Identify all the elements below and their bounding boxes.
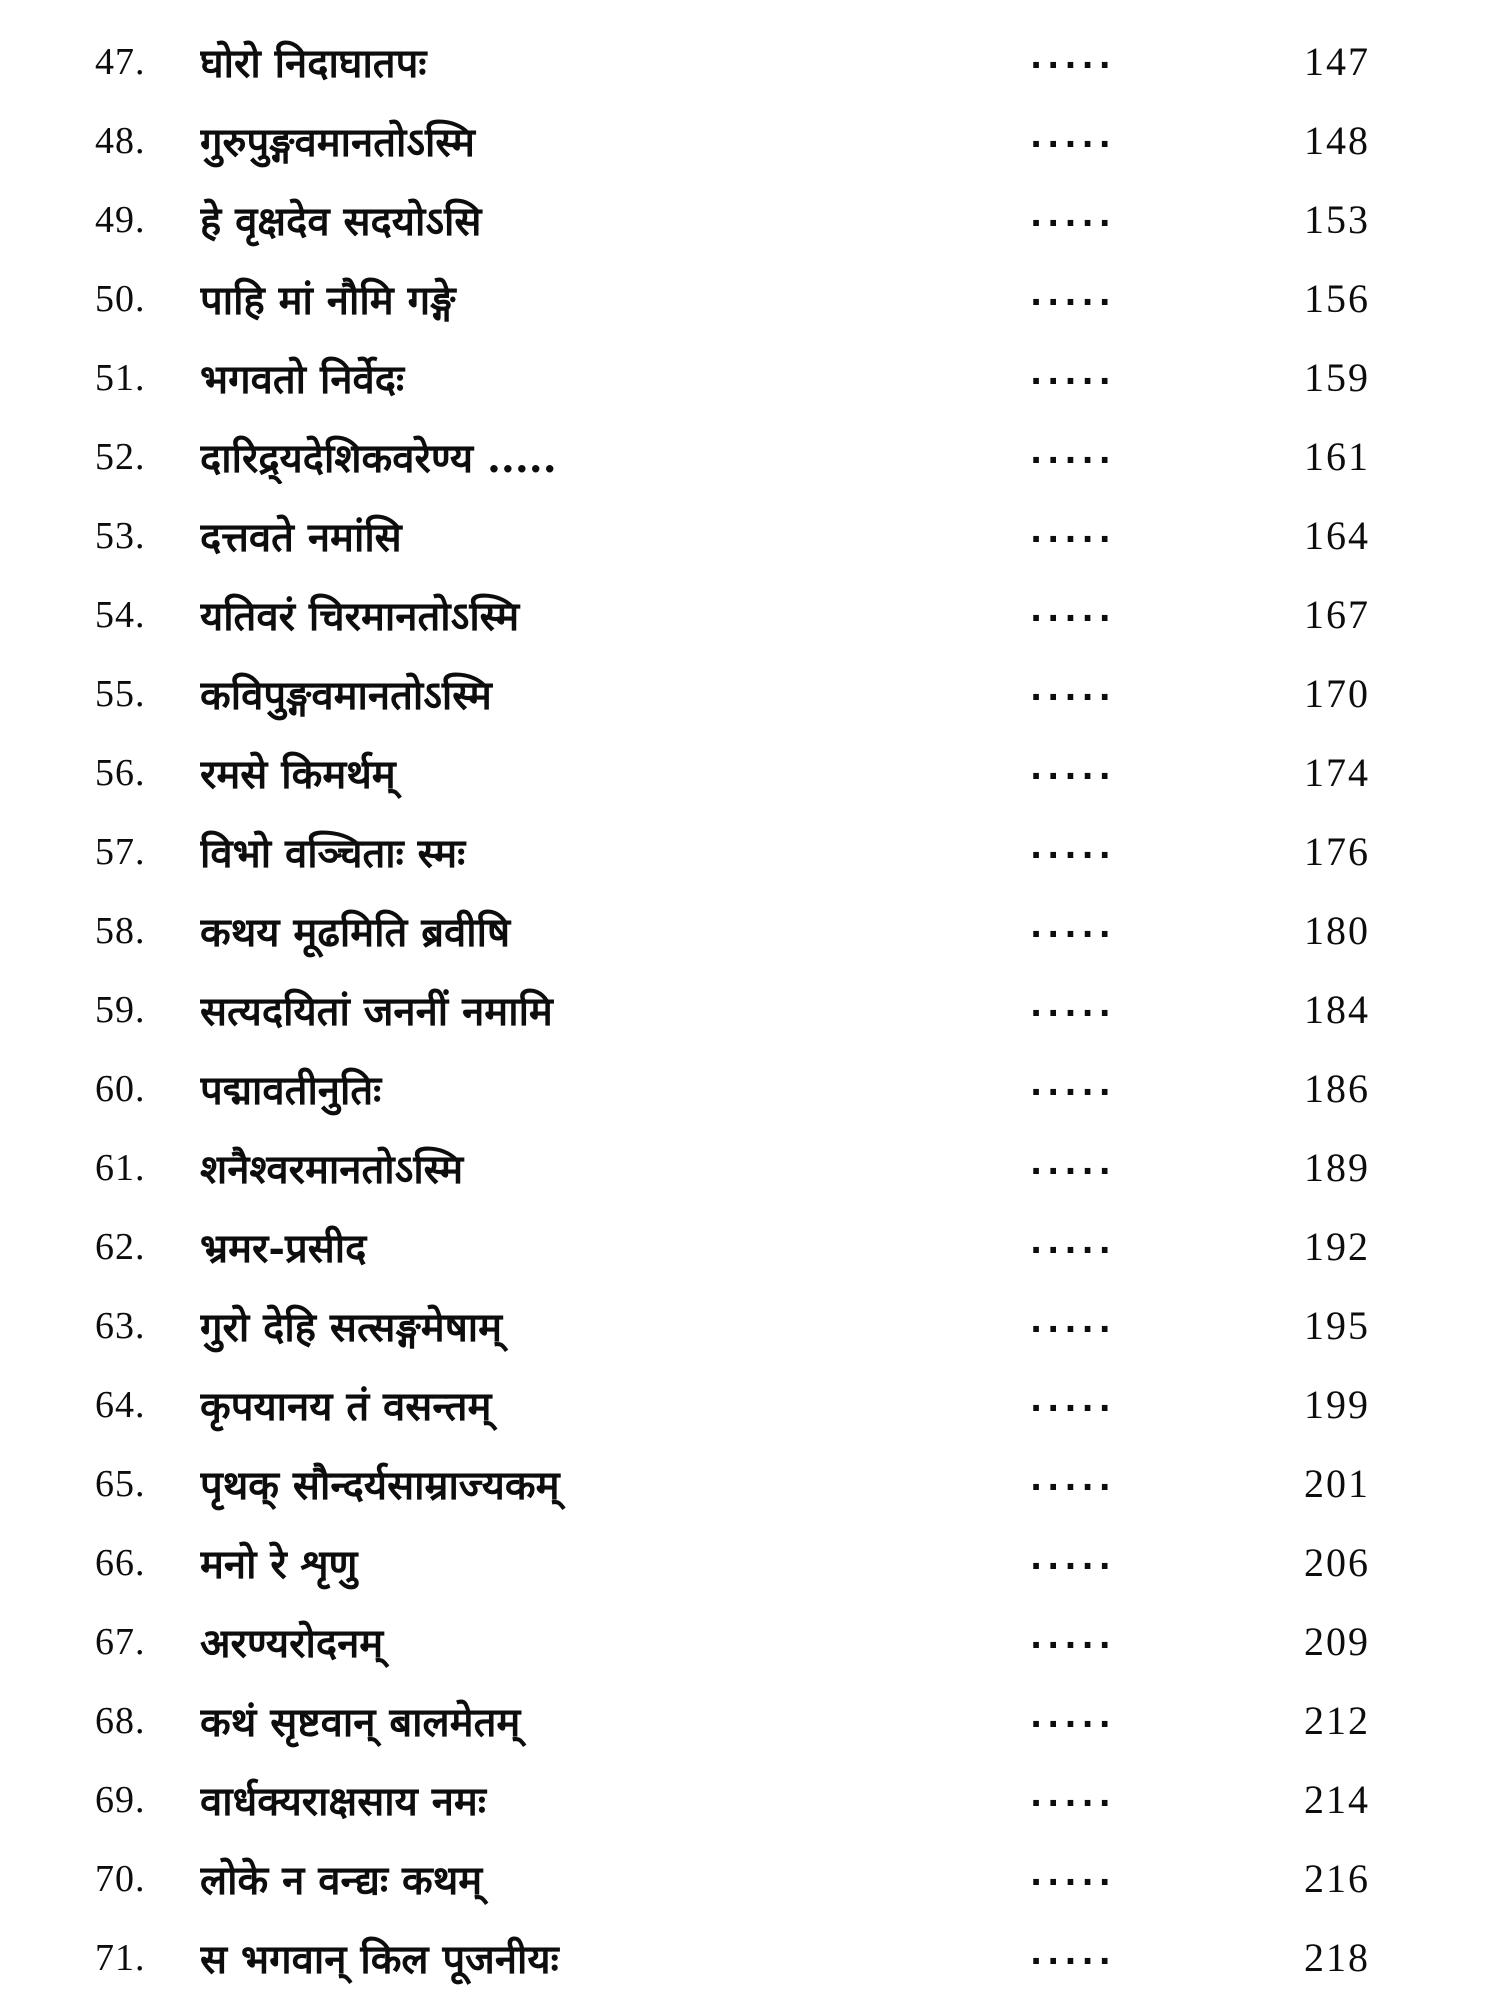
entry-title: स भगवान् किल पूजनीयः — [200, 1936, 559, 1983]
toc-row — [0, 812, 1500, 891]
toc-row — [0, 1918, 1500, 1997]
entry-page: 218 — [1304, 1935, 1370, 1980]
entry-page: 161 — [1304, 434, 1370, 479]
entry-title: भगवतो निर्वेदः — [200, 356, 405, 403]
entry-number: 60. — [95, 1067, 146, 1110]
entry-title: यतिवरं चिरमानतोऽस्मि — [200, 593, 520, 640]
entry-title: वार्धक्यराक्षसाय नमः — [200, 1778, 486, 1825]
entry-number: 64. — [95, 1383, 146, 1426]
toc-row — [0, 1128, 1500, 1207]
entry-page: 176 — [1304, 829, 1370, 874]
toc-row — [0, 1444, 1500, 1523]
entry-title: सत्यदयितां जननीं नमामि — [200, 988, 553, 1035]
toc-row — [0, 1049, 1500, 1128]
toc-row — [0, 891, 1500, 970]
dot-leader: ..... — [1030, 1538, 1116, 1577]
dot-leader: ..... — [1030, 116, 1116, 155]
toc-row — [0, 22, 1500, 101]
dot-leader: ..... — [1030, 1301, 1116, 1340]
dot-leader: ..... — [1030, 985, 1116, 1024]
dot-leader: ..... — [1030, 353, 1116, 392]
entry-number: 49. — [95, 198, 146, 241]
dot-leader: ..... — [1030, 1380, 1116, 1419]
entry-title: घोरो निदाघातपः — [200, 40, 427, 87]
entry-title: कथं सृष्टवान् बालमेतम् — [200, 1699, 521, 1746]
entry-page: 189 — [1304, 1145, 1370, 1190]
entry-page: 209 — [1304, 1619, 1370, 1664]
entry-title: कविपुङ्गवमानतोऽस्मि — [200, 672, 492, 719]
entry-number: 53. — [95, 514, 146, 557]
entry-title: शनैश्वरमानतोऽस्मि — [200, 1146, 464, 1193]
entry-number: 50. — [95, 277, 146, 320]
toc-row — [0, 1286, 1500, 1365]
dot-leader: ..... — [1030, 669, 1116, 708]
dot-leader: ..... — [1030, 906, 1116, 945]
toc-row — [0, 101, 1500, 180]
entry-number: 69. — [95, 1778, 146, 1821]
entry-title: विभो वञ्चिताः स्मः — [200, 830, 466, 877]
entry-number: 61. — [95, 1146, 146, 1189]
entry-title: लोके न वन्द्यः कथम् — [200, 1857, 483, 1904]
toc-row — [0, 496, 1500, 575]
dot-leader: ..... — [1030, 827, 1116, 866]
entry-page: 184 — [1304, 987, 1370, 1032]
entry-number: 59. — [95, 988, 146, 1031]
entry-title: अरण्यरोदनम् — [200, 1620, 384, 1667]
dot-leader: ..... — [1030, 1696, 1116, 1735]
entry-number: 63. — [95, 1304, 146, 1347]
entry-title: पृथक् सौन्दर्यसाम्राज्यकम् — [200, 1462, 560, 1509]
entry-title: रमसे किमर्थम् — [200, 751, 396, 798]
dot-leader: ..... — [1030, 590, 1116, 629]
entry-page: 167 — [1304, 592, 1370, 637]
entry-title: भ्रमर-प्रसीद — [200, 1225, 367, 1272]
entry-number: 48. — [95, 119, 146, 162]
entry-title: पाहि मां नौमि गङ्गे — [200, 277, 456, 324]
toc-row — [0, 654, 1500, 733]
entry-number: 66. — [95, 1541, 146, 1584]
entry-page: 159 — [1304, 355, 1370, 400]
entry-number: 70. — [95, 1857, 146, 1900]
dot-leader: ..... — [1030, 274, 1116, 313]
dot-leader: ..... — [1030, 1617, 1116, 1656]
toc-row — [0, 259, 1500, 338]
dot-leader: ..... — [1030, 1459, 1116, 1498]
toc-row — [0, 338, 1500, 417]
entry-title: मनो रे शृणु — [200, 1541, 358, 1588]
toc-row — [0, 1602, 1500, 1681]
toc-row — [0, 1207, 1500, 1286]
dot-leader: ..... — [1030, 1933, 1116, 1972]
dot-leader: ..... — [1030, 1775, 1116, 1814]
entry-title: गुरुपुङ्गवमानतोऽस्मि — [200, 119, 475, 166]
toc-row — [0, 1681, 1500, 1760]
toc-row — [0, 417, 1500, 496]
entry-page: 148 — [1304, 118, 1370, 163]
dot-leader: ..... — [1030, 1222, 1116, 1261]
entry-number: 52. — [95, 435, 146, 478]
entry-page: 186 — [1304, 1066, 1370, 1111]
dot-leader: ..... — [1030, 195, 1116, 234]
entry-title: कृपयानय तं वसन्तम् — [200, 1383, 492, 1430]
entry-page: 170 — [1304, 671, 1370, 716]
dot-leader: ..... — [1030, 1064, 1116, 1103]
entry-number: 58. — [95, 909, 146, 952]
entry-page: 147 — [1304, 39, 1370, 84]
dot-leader: ..... — [1030, 432, 1116, 471]
dot-leader: ..... — [1030, 748, 1116, 787]
entry-page: 164 — [1304, 513, 1370, 558]
entry-title: कथय मूढमिति ब्रवीषि — [200, 909, 511, 956]
entry-page: 206 — [1304, 1540, 1370, 1585]
entry-page: 214 — [1304, 1777, 1370, 1822]
dot-leader: ..... — [1030, 511, 1116, 550]
entry-title: दारिद्र्यदेशिकवरेण्य ..... — [200, 435, 557, 482]
entry-page: 212 — [1304, 1698, 1370, 1743]
entry-title: दत्तवते नमांसि — [200, 514, 402, 561]
toc-row — [0, 1523, 1500, 1602]
entry-number: 51. — [95, 356, 146, 399]
entry-page: 153 — [1304, 197, 1370, 242]
toc-row — [0, 180, 1500, 259]
dot-leader: ..... — [1030, 37, 1116, 76]
entry-page: 199 — [1304, 1382, 1370, 1427]
entry-page: 195 — [1304, 1303, 1370, 1348]
entry-page: 216 — [1304, 1856, 1370, 1901]
entry-page: 180 — [1304, 908, 1370, 953]
entry-number: 47. — [95, 40, 146, 83]
toc-row — [0, 733, 1500, 812]
entry-number: 71. — [95, 1936, 146, 1979]
entry-title: गुरो देहि सत्सङ्गमेषाम् — [200, 1304, 503, 1351]
entry-number: 68. — [95, 1699, 146, 1742]
toc-row — [0, 1839, 1500, 1918]
entry-page: 174 — [1304, 750, 1370, 795]
toc-row — [0, 1365, 1500, 1444]
entry-number: 56. — [95, 751, 146, 794]
toc-row — [0, 1760, 1500, 1839]
entry-number: 54. — [95, 593, 146, 636]
toc-list — [0, 22, 1500, 1997]
dot-leader: ..... — [1030, 1854, 1116, 1893]
toc-row — [0, 575, 1500, 654]
entry-number: 57. — [95, 830, 146, 873]
entry-number: 65. — [95, 1462, 146, 1505]
entry-title: हे वृक्षदेव सदयोऽसि — [200, 198, 482, 245]
entry-number: 55. — [95, 672, 146, 715]
toc-row — [0, 970, 1500, 1049]
entry-page: 201 — [1304, 1461, 1370, 1506]
entry-title: पद्मावतीनुतिः — [200, 1067, 382, 1114]
entry-number: 62. — [95, 1225, 146, 1268]
entry-page: 156 — [1304, 276, 1370, 321]
entry-page: 192 — [1304, 1224, 1370, 1269]
entry-number: 67. — [95, 1620, 146, 1663]
dot-leader: ..... — [1030, 1143, 1116, 1182]
